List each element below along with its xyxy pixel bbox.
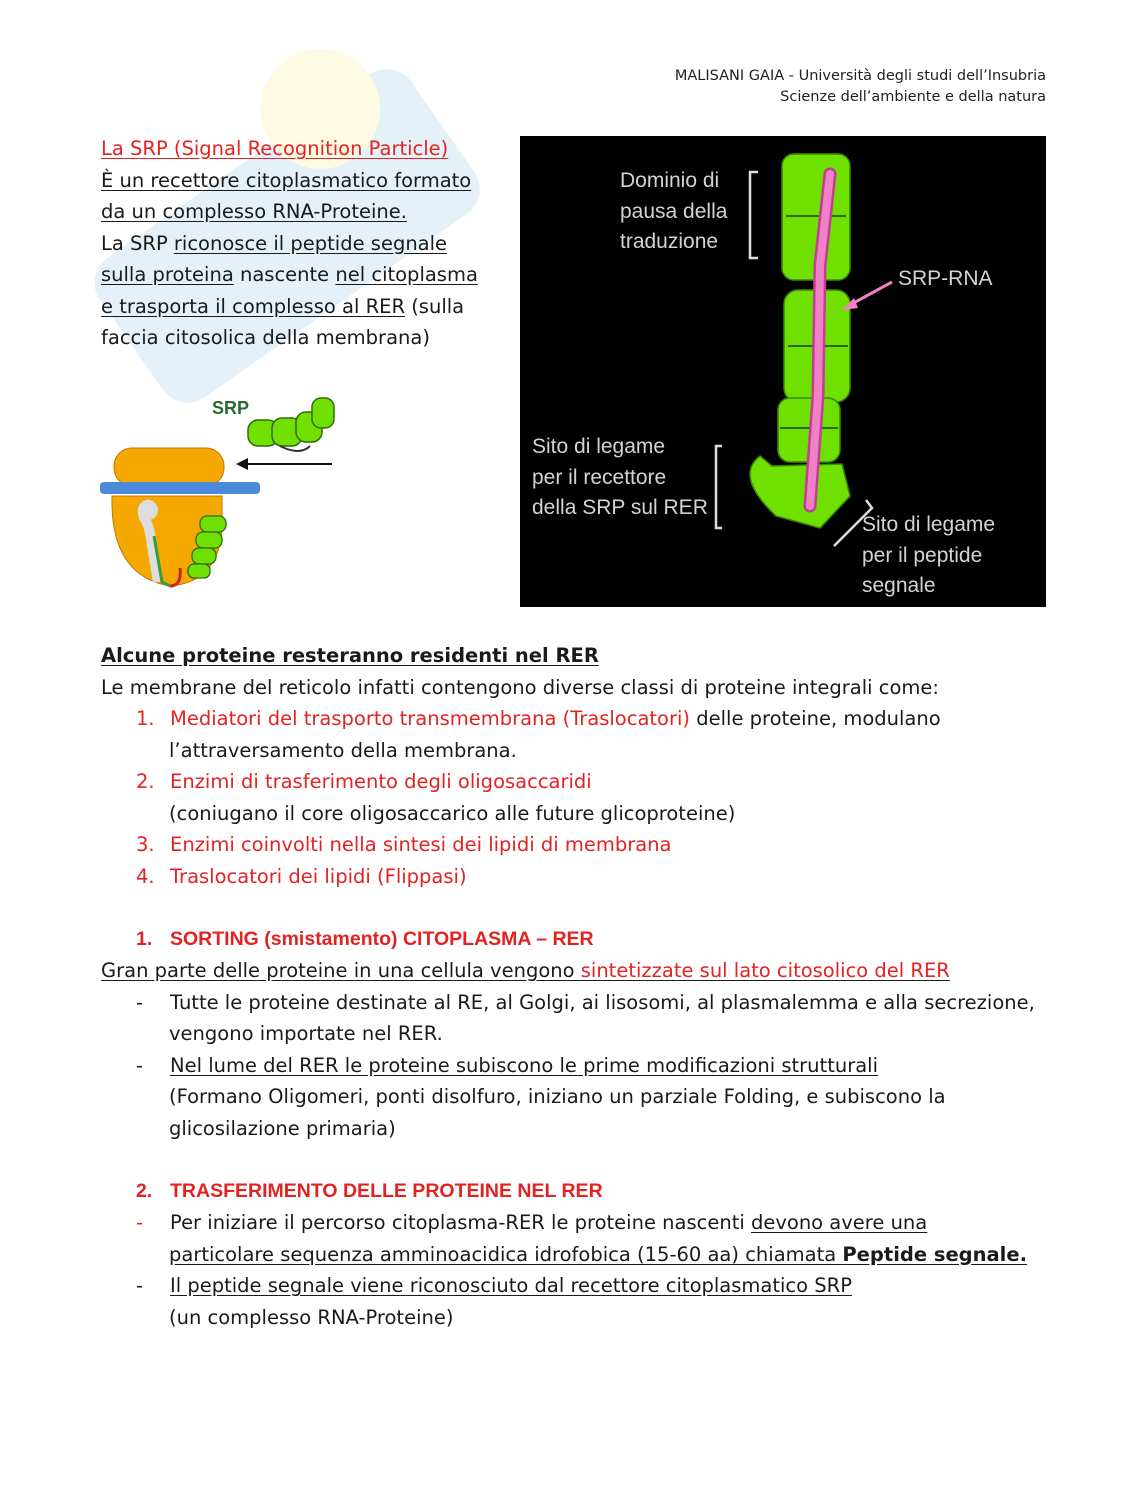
receptor-site-label: Sito di legame per il recettore della SRP sul RER bbox=[532, 435, 708, 519]
intro-line: faccia citosolica della membrana) bbox=[101, 326, 430, 349]
bullet-continuation: (un complesso RNA-Proteine) bbox=[169, 1305, 454, 1329]
list-item: 1. Mediatori del trasporto transmembrana (Traslocatori) delle proteine, modulano bbox=[136, 707, 941, 730]
bullet-item: - Per iniziare il percorso citoplasma-RER le proteine nascenti devono avere una bbox=[136, 1211, 928, 1234]
membrane-bar bbox=[100, 482, 260, 494]
bullet-item: - Il peptide segnale viene riconosciuto dal recettore citoplasmatico SRP bbox=[136, 1274, 852, 1297]
domain-label: Dominio di pausa della traduzione bbox=[620, 169, 728, 253]
bullet-continuation: vengono importate nel RER. bbox=[169, 1022, 443, 1045]
list-item: 4. Traslocatori dei lipidi (Flippasi) bbox=[136, 864, 467, 888]
intro-line: da un complesso RNA-Proteine. bbox=[101, 200, 407, 223]
document-header bbox=[675, 66, 1046, 108]
peptide-site-label: Sito di legame per il peptide segnale bbox=[862, 513, 996, 597]
bracket-receptor bbox=[716, 446, 722, 528]
bullet-continuation: (Formano Oligomeri, ponti disolfuro, iniziano un parziale Folding, e subiscono la bbox=[169, 1085, 946, 1108]
srp-intro bbox=[101, 133, 501, 354]
course-line: Scienze dell’ambiente e della natura bbox=[780, 89, 1046, 105]
list-item-continuation: l’attraversamento della membrana. bbox=[169, 738, 517, 762]
srp-figure-label: SRP bbox=[212, 398, 250, 418]
intro-line: La SRP riconosce il peptide segnale bbox=[101, 231, 448, 255]
section-title-resident: Alcune proteine resteranno residenti nel RER bbox=[101, 644, 599, 667]
intro-line: e trasporta il complesso al RER (sulla bbox=[101, 294, 465, 318]
list-item: 3. Enzimi coinvolti nella sintesi dei lipidi di membrana bbox=[136, 833, 672, 856]
ribosome-large-subunit bbox=[114, 448, 224, 486]
ribosome-srp-figure bbox=[100, 386, 356, 592]
intro-line: È un recettore citoplasmatico formato bbox=[101, 168, 472, 192]
bullet-item: - Nel lume del RER le proteine subiscono le prime modificazioni strutturali bbox=[136, 1053, 878, 1077]
sorting-lead: Gran parte delle proteine in una cellula vengono sintetizzate sul lato citosolico del RER bbox=[101, 959, 950, 982]
srp-chain bbox=[248, 398, 334, 446]
bullet-item: - Tutte le proteine destinate al RE, al Golgi, ai lisosomi, al plasmalemma e alla secrezione, bbox=[136, 990, 1035, 1014]
srp-title: La SRP (Signal Recognition Particle) bbox=[101, 137, 449, 160]
section-title-transfer: 2. TRASFERIMENTO DELLE PROTEINE NEL RER bbox=[136, 1179, 603, 1202]
section-intro: Le membrane del reticolo infatti contengono diverse classi di proteine integrali come: bbox=[101, 675, 939, 699]
author-line: MALISANI GAIA - Università degli studi dell’Insubria bbox=[674, 68, 1046, 84]
srp-structure-figure bbox=[520, 136, 1046, 607]
bullet-continuation: glicosilazione primaria) bbox=[169, 1116, 396, 1140]
bullet-continuation: particolare sequenza amminoacidica idrofobica (15-60 aa) chiamata Peptide segnale. bbox=[169, 1242, 1027, 1266]
list-item: 2. Enzimi di trasferimento degli oligosaccaridi bbox=[136, 770, 592, 793]
bracket-domain bbox=[750, 172, 758, 258]
section-title-sorting: 1. SORTING (smistamento) CITOPLASMA – RER bbox=[136, 927, 594, 950]
main-content bbox=[101, 640, 1061, 1333]
rna-label: SRP-RNA bbox=[898, 267, 993, 290]
intro-line: sulla proteina nascente nel citoplasma bbox=[101, 263, 478, 286]
list-item-continuation: (coniugano il core oligosaccarico alle future glicoproteine) bbox=[169, 801, 736, 825]
srp-protein-domains bbox=[750, 154, 850, 528]
